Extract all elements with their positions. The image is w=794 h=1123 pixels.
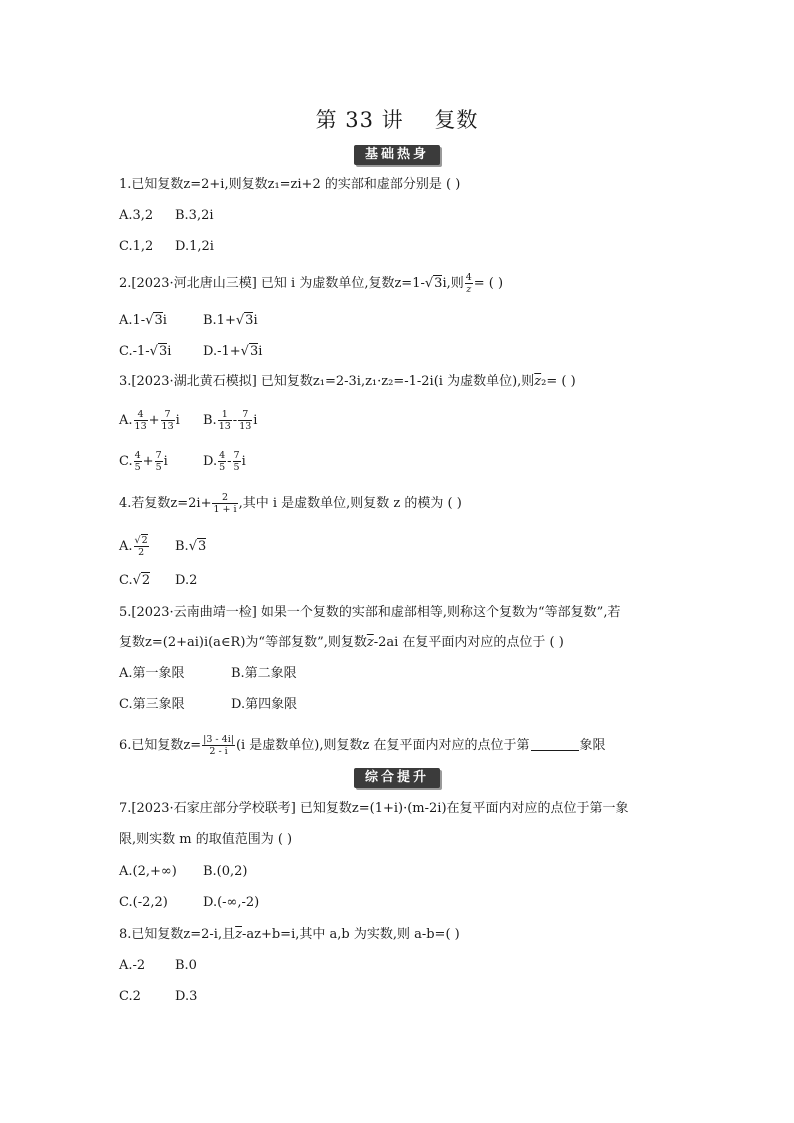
q7-option-b[interactable]: B.(0,2) — [203, 864, 248, 879]
question-2-options-row2 — [119, 342, 262, 362]
section-badge-basic: 基础热身 — [354, 145, 440, 165]
question-3-options-row2 — [119, 450, 246, 473]
sqrt-expression: √3 — [424, 275, 443, 291]
q4-option-c[interactable]: C.√2 — [119, 573, 151, 588]
q8-option-a[interactable]: A.-2 — [119, 958, 146, 973]
section-badge-advanced: 综合提升 — [354, 768, 440, 788]
question-1-stem: 1.已知复数z=2+i,则复数z₁=zi+2 的实部和虚部分别是 ( ) — [119, 177, 461, 192]
q3-option-b[interactable]: B. $\frac{1}{13}$ - $\frac{7}{13}$ i — [203, 409, 258, 432]
q4-option-b[interactable]: B.√3 — [175, 538, 207, 554]
question-1-options-row1 — [119, 206, 214, 226]
q4-option-d[interactable]: D.2 — [175, 573, 198, 588]
fraction: $\frac{2}{1 + i}$ — [213, 492, 237, 515]
q8-option-b[interactable]: B.0 — [175, 958, 197, 973]
question-4-options-row1 — [119, 535, 206, 558]
question-2-options-row1 — [119, 311, 258, 331]
question-7-options-row2 — [119, 893, 259, 913]
q5-option-c[interactable]: C.第三象限 — [119, 697, 185, 712]
question-8-options-row2 — [119, 987, 197, 1007]
question-8-stem: 8.已知复数z=2-i,且$\overline{z}-az+b=i$,其中 a,b 为实数,则 a-b=( ) — [119, 927, 460, 942]
question-7-stem-line1: 7.[2023·石家庄部分学校联考] 已知复数z=(1+i)·(m-2i)在复平面内对应的点位于第一象 — [119, 801, 629, 816]
q2-option-d[interactable]: D.-1+√3i — [203, 344, 263, 359]
q4-option-a[interactable]: A. $\frac{√2}{2}$ — [119, 535, 148, 558]
question-3-stem: 3.[2023·湖北黄石模拟] 已知复数z₁=2-3i,z₁·z₂=-1-2i(i 为虚数单位),则$\overline{z}_2=$ ( ) — [119, 374, 576, 389]
q5-option-b[interactable]: B.第二象限 — [231, 666, 297, 681]
q2-option-c[interactable]: C.-1-√3i — [119, 344, 172, 359]
question-5-stem-line1: 5.[2023·云南曲靖一检] 如果一个复数的实部和虚部相等,则称这个复数为“等部复数”,若 — [119, 605, 621, 620]
q1-option-c[interactable]: C.1,2 — [119, 239, 154, 254]
question-2-stem: 2.[2023·河北唐山三模] 已知 i 为虚数单位,复数z=1-√3i,则 $\frac{4}{z}$ = ( ) — [119, 272, 504, 295]
question-7-stem-line2: 限,则实数 m 的取值范围为 ( ) — [119, 832, 293, 847]
q1-option-b[interactable]: B.3,2i — [175, 208, 214, 223]
q5-option-d[interactable]: D.第四象限 — [231, 697, 298, 712]
question-7-options-row1 — [119, 862, 248, 882]
question-8-options-row1 — [119, 956, 197, 976]
q8-option-c[interactable]: C.2 — [119, 989, 141, 1004]
answer-blank[interactable] — [531, 738, 579, 751]
q2-option-a[interactable]: A.1-√3i — [119, 313, 167, 328]
q1-option-a[interactable]: A.3,2 — [119, 208, 154, 223]
question-4-options-row2 — [119, 571, 197, 591]
question-4-stem: 4.若复数z=2i+ $\frac{2}{1 + i}$ ,其中 i 是虚数单位,则复数 z 的模为 ( ) — [119, 492, 462, 515]
q3-option-c[interactable]: C. $\frac{4}{5}$ + $\frac{7}{5}$ i — [119, 450, 168, 473]
q7-option-c[interactable]: C.(-2,2) — [119, 895, 168, 910]
q1-option-d[interactable]: D.1,2i — [175, 239, 214, 254]
q7-option-a[interactable]: A.(2,+∞) — [119, 864, 177, 879]
question-5-options-row2 — [119, 695, 297, 715]
q3-option-a[interactable]: A. $\frac{4}{13}$ + $\frac{7}{13}$ i — [119, 409, 180, 432]
page-title: 第 33 讲 复数 — [315, 108, 479, 132]
question-5-stem-line2: 复数z=(2+ai)i(a∈R)为“等部复数”,则复数$\overline{z}-2ai$ 在复平面内对应的点位于 ( ) — [119, 635, 564, 650]
fraction: $\frac{|3 - 4i|}{2 - i}$ — [203, 734, 234, 757]
question-5-options-row1 — [119, 664, 297, 684]
q2-option-b[interactable]: B.1+√3i — [203, 313, 258, 328]
q3-option-d[interactable]: D. $\frac{4}{5}$ - $\frac{7}{5}$ i — [203, 450, 246, 473]
question-6-stem: 6.已知复数z= $\frac{|3 - 4i|}{2 - i}$ (i 是虚数单位),则复数z 在复平面内对应的点位于第 象限 — [119, 734, 606, 757]
q7-option-d[interactable]: D.(-∞,-2) — [203, 895, 260, 910]
q5-option-a[interactable]: A.第一象限 — [119, 666, 185, 681]
fraction: $\frac{4}{z}$ — [465, 272, 472, 295]
question-3-options-row1 — [119, 409, 257, 432]
q8-option-d[interactable]: D.3 — [175, 989, 198, 1004]
question-1-options-row2 — [119, 237, 214, 257]
